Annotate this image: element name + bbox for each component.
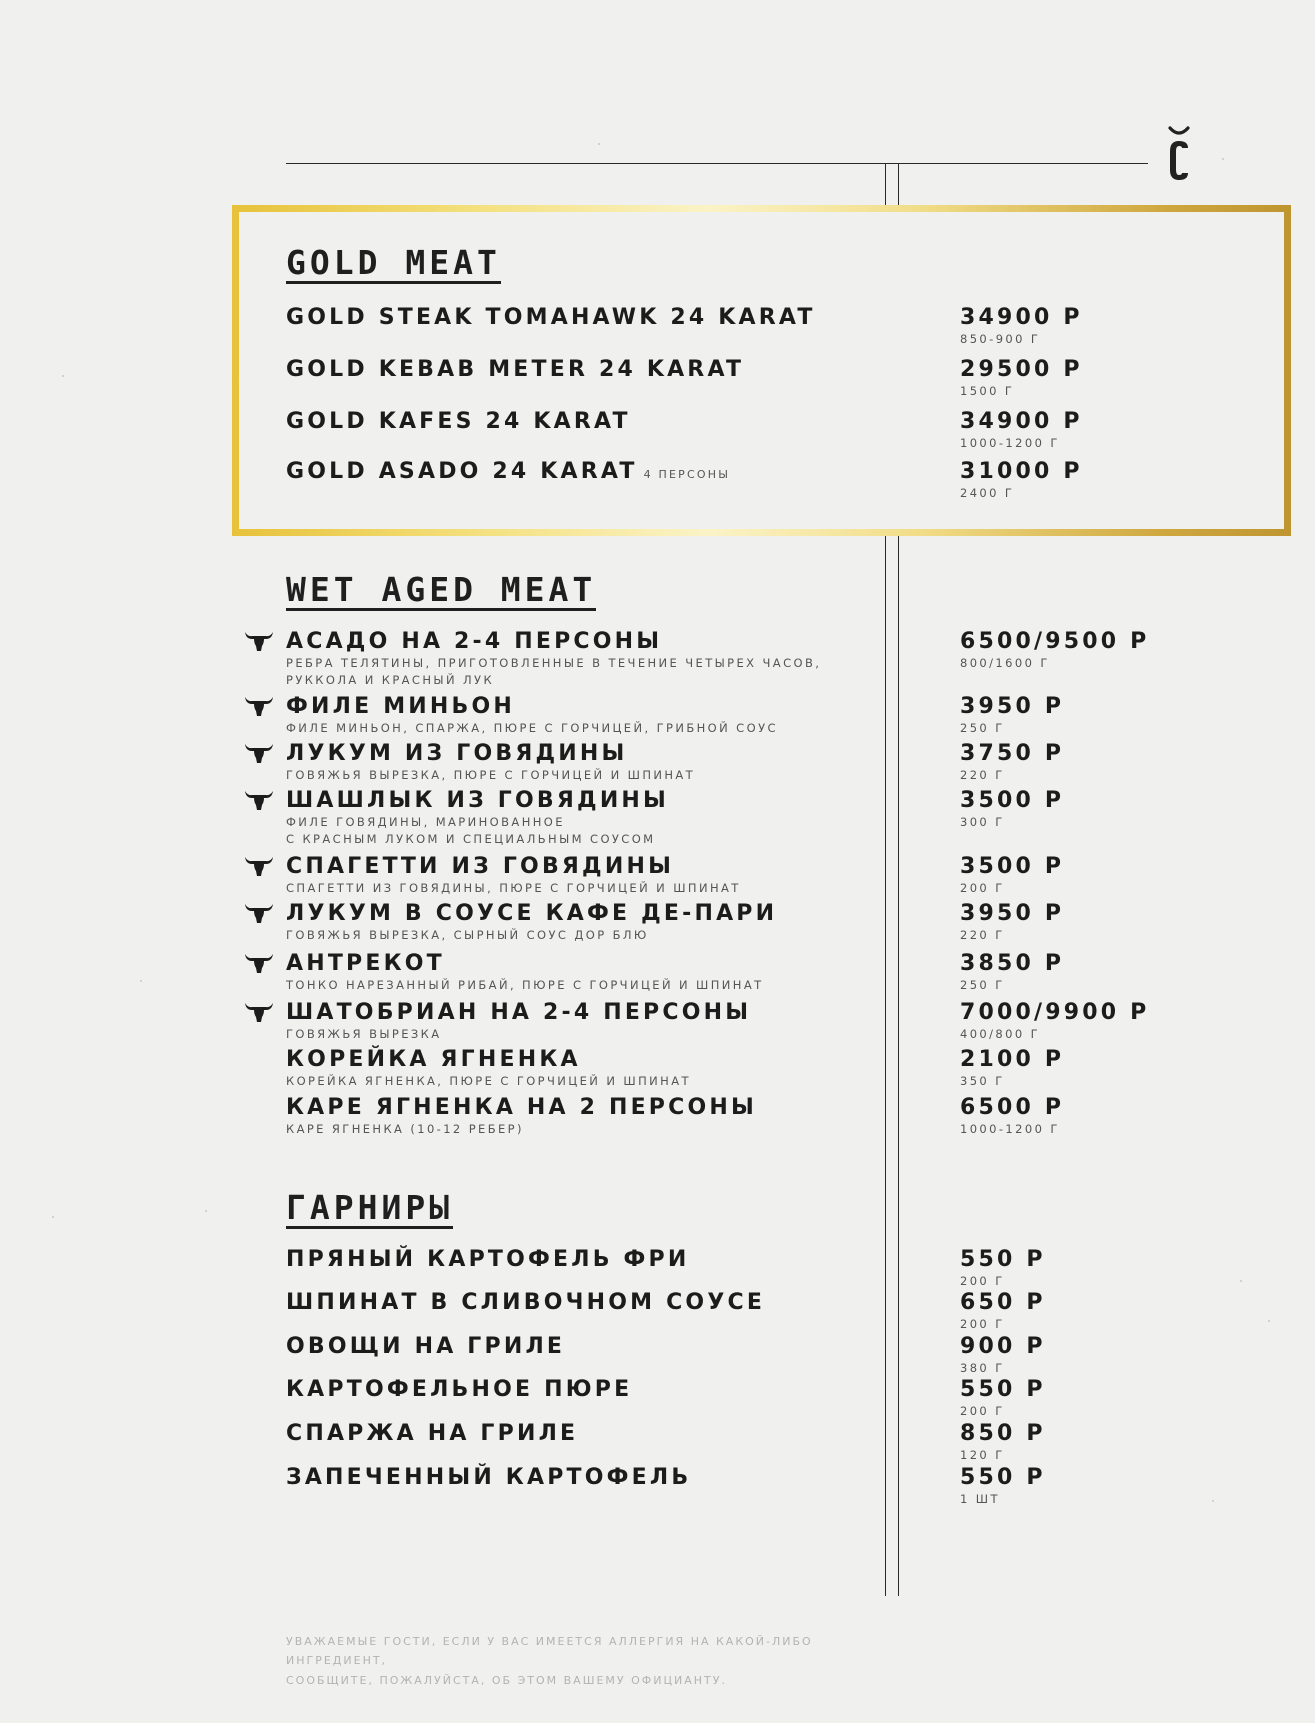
item-description: КАРЕ ЯГНЕНКА (10-12 РЕБЕР) (286, 1121, 524, 1136)
item-weight: 850-900 Г (960, 331, 1041, 346)
price-entrecote (960, 952, 1064, 994)
item-weight: 120 Г (960, 1447, 1005, 1462)
item-name: ОВОЩИ НА ГРИЛЕ (286, 1334, 566, 1359)
section-title-gold-meat: GOLD MEAT (286, 243, 501, 282)
item-name: ЗАПЕЧЕННЫЙ КАРТОФЕЛЬ (286, 1465, 692, 1490)
price-chateaubriand (960, 1001, 1149, 1043)
section-title-wet-aged-meat: WET AGED MEAT (286, 570, 597, 609)
item-name: СПАГЕТТИ ИЗ ГОВЯДИНЫ (286, 854, 675, 879)
price-value: 3850 Р (960, 951, 1065, 976)
price-lamb-loin (960, 1048, 1064, 1090)
price-gold-kebab-meter (960, 358, 1083, 400)
item-description: ФИЛЕ МИНЬОН, СПАРЖА, ПЮРЕ С ГОРЧИЦЕЙ, ГРИБНОЙ СОУС (286, 720, 778, 735)
bull-head-icon (244, 951, 274, 975)
price-gold-steak-tomahawk (960, 306, 1083, 348)
menu-item-shashlyk (286, 789, 669, 849)
item-name: GOLD STEAK TOMAHAWK 24 KARAT (286, 305, 816, 330)
item-name: КАРЕ ЯГНЕНКА НА 2 ПЕРСОНЫ (286, 1095, 757, 1120)
menu-item-spaghetti (286, 855, 741, 897)
item-name: ШАШЛЫК ИЗ ГОВЯДИНЫ (286, 788, 670, 813)
menu-item-lukum-cafe-de-paris (286, 902, 777, 944)
price-value: 650 Р (960, 1290, 1046, 1315)
item-name: АСАДО НА 2-4 ПЕРСОНЫ (286, 629, 663, 654)
menu-item-creamed-spinach (286, 1291, 765, 1316)
item-name: GOLD KEBAB METER 24 KARAT (286, 357, 745, 382)
item-weight: 350 Г (960, 1073, 1005, 1088)
menu-item-gold-kebab-meter (286, 358, 744, 383)
menu-item-chateaubriand (286, 1001, 751, 1043)
item-weight: 250 Г (960, 977, 1005, 992)
item-name: ПРЯНЫЙ КАРТОФЕЛЬ ФРИ (286, 1247, 690, 1272)
item-weight: 200 Г (960, 1316, 1005, 1331)
item-weight: 200 Г (960, 1403, 1005, 1418)
item-name-text: GOLD ASADO 24 KARAT (286, 459, 638, 484)
menu-item-lamb-rack (286, 1096, 757, 1138)
price-value: 3750 Р (960, 741, 1065, 766)
bull-head-icon (244, 1000, 274, 1024)
price-lamb-rack (960, 1096, 1064, 1138)
price-file-minon (960, 695, 1064, 737)
price-grilled-vegetables (960, 1335, 1046, 1377)
item-weight: 400/800 Г (960, 1026, 1041, 1041)
menu-item-grilled-vegetables (286, 1335, 565, 1360)
item-weight: 1000-1200 Г (960, 435, 1060, 450)
allergy-notice-line-1: УВАЖАЕМЫЕ ГОСТИ, ЕСЛИ У ВАС ИМЕЕТСЯ АЛЛЕРГИЯ НА КАКОЙ-ЛИБО ИНГРЕДИЕНТ, (286, 1635, 813, 1668)
item-weight: 250 Г (960, 720, 1005, 735)
item-description: ФИЛЕ ГОВЯДИНЫ, МАРИНОВАННОЕ С КРАСНЫМ ЛУКОМ И СПЕЦИАЛЬНЫМ СОУСОМ (286, 814, 656, 847)
price-value: 6500 Р (960, 1095, 1065, 1120)
menu-item-gold-kafes (286, 410, 631, 435)
item-weight: 2400 Г (960, 485, 1015, 500)
item-description: ТОНКО НАРЕЗАННЫЙ РИБАЙ, ПЮРЕ С ГОРЧИЦЕЙ И ШПИНАТ (286, 977, 764, 992)
price-value: 900 Р (960, 1334, 1046, 1359)
price-shashlyk (960, 789, 1064, 831)
price-value: 31000 Р (960, 459, 1083, 484)
price-gold-asado (960, 460, 1083, 502)
item-name: КОРЕЙКА ЯГНЕНКА (286, 1047, 581, 1072)
price-grilled-asparagus (960, 1422, 1046, 1464)
bull-head-icon (244, 901, 274, 925)
item-description: ГОВЯЖЬЯ ВЫРЕЗКА, ПЮРЕ С ГОРЧИЦЕЙ И ШПИНАТ (286, 767, 696, 782)
price-value: 3950 Р (960, 901, 1065, 926)
item-weight: 1 ШТ (960, 1491, 1000, 1506)
item-weight: 200 Г (960, 1273, 1005, 1288)
menu-item-gold-asado (286, 460, 730, 485)
menu-item-file-minon (286, 695, 778, 737)
menu-item-grilled-asparagus (286, 1422, 578, 1447)
menu-item-entrecote (286, 952, 764, 994)
item-weight: 1000-1200 Г (960, 1121, 1060, 1136)
allergy-notice (286, 1632, 906, 1690)
menu-item-lukum-beef (286, 742, 695, 784)
item-description: СПАГЕТТИ ИЗ ГОВЯДИНЫ, ПЮРЕ С ГОРЧИЦЕЙ И ШПИНАТ (286, 880, 741, 895)
price-value: 550 Р (960, 1377, 1046, 1402)
price-value: 550 Р (960, 1247, 1046, 1272)
item-description: КОРЕЙКА ЯГНЕНКА, ПЮРЕ С ГОРЧИЦЕЙ И ШПИНАТ (286, 1073, 691, 1088)
bull-head-icon (244, 741, 274, 765)
item-weight: 200 Г (960, 880, 1005, 895)
price-value: 850 Р (960, 1421, 1046, 1446)
item-name: КАРТОФЕЛЬНОЕ ПЮРЕ (286, 1377, 633, 1402)
menu-item-baked-potato (286, 1466, 691, 1491)
item-name: АНТРЕКОТ (286, 951, 445, 976)
allergy-notice-line-2: СООБЩИТЕ, ПОЖАЛУЙСТА, ОБ ЭТОМ ВАШЕМУ ОФИЦИАНТУ. (286, 1673, 727, 1687)
item-name: СПАРЖА НА ГРИЛЕ (286, 1421, 579, 1446)
item-name (286, 460, 730, 485)
price-value: 6500/9500 Р (960, 629, 1150, 654)
item-weight: 800/1600 Г (960, 655, 1050, 670)
item-note: 4 ПЕРСОНЫ (643, 468, 731, 481)
item-description: ГОВЯЖЬЯ ВЫРЕЗКА (286, 1026, 442, 1041)
item-weight: 1500 Г (960, 383, 1015, 398)
bull-head-icon (244, 788, 274, 812)
item-name: GOLD KAFES 24 KARAT (286, 409, 631, 434)
menu-item-spicy-fries (286, 1248, 690, 1273)
price-value: 3950 Р (960, 694, 1065, 719)
price-baked-potato (960, 1466, 1046, 1508)
item-weight: 220 Г (960, 767, 1005, 782)
price-gold-kafes (960, 410, 1083, 452)
menu-item-mashed-potatoes (286, 1378, 632, 1403)
bull-head-icon (244, 629, 274, 653)
price-value: 34900 Р (960, 409, 1083, 434)
section-title-garnishes: ГАРНИРЫ (286, 1188, 454, 1227)
menu-item-lamb-loin (286, 1048, 691, 1090)
price-value: 29500 Р (960, 357, 1083, 382)
item-name: ЛУКУМ В СОУСЕ КАФЕ ДЕ-ПАРИ (286, 901, 778, 926)
price-asado (960, 630, 1149, 672)
price-value: 3500 Р (960, 788, 1065, 813)
price-value: 34900 Р (960, 305, 1083, 330)
item-description: РЕБРА ТЕЛЯТИНЫ, ПРИГОТОВЛЕННЫЕ В ТЕЧЕНИЕ ЧЕТЫРЕХ ЧАСОВ, РУККОЛА И КРАСНЫЙ ЛУК (286, 655, 822, 688)
item-weight: 380 Г (960, 1360, 1005, 1375)
price-lukum-cafe-de-paris (960, 902, 1064, 944)
top-rule (286, 163, 1148, 164)
menu-item-gold-steak-tomahawk (286, 306, 816, 331)
item-weight: 300 Г (960, 814, 1005, 829)
price-creamed-spinach (960, 1291, 1046, 1333)
price-lukum-beef (960, 742, 1064, 784)
item-weight: 220 Г (960, 927, 1005, 942)
price-mashed-potatoes (960, 1378, 1046, 1420)
price-value: 2100 Р (960, 1047, 1065, 1072)
item-name: ШАТОБРИАН НА 2-4 ПЕРСОНЫ (286, 1000, 752, 1025)
bull-head-icon (244, 854, 274, 878)
price-value: 3500 Р (960, 854, 1065, 879)
bull-head-icon (244, 694, 274, 718)
price-spaghetti (960, 855, 1064, 897)
logo-c-breve-icon (1166, 124, 1192, 186)
item-description: ГОВЯЖЬЯ ВЫРЕЗКА, СЫРНЫЙ СОУС ДОР БЛЮ (286, 927, 649, 942)
menu-item-asado (286, 630, 821, 690)
item-name: ЛУКУМ ИЗ ГОВЯДИНЫ (286, 741, 628, 766)
price-value: 7000/9900 Р (960, 1000, 1150, 1025)
price-spicy-fries (960, 1248, 1046, 1290)
item-name: ШПИНАТ В СЛИВОЧНОМ СОУСЕ (286, 1290, 766, 1315)
item-name: ФИЛЕ МИНЬОН (286, 694, 515, 719)
price-value: 550 Р (960, 1465, 1046, 1490)
